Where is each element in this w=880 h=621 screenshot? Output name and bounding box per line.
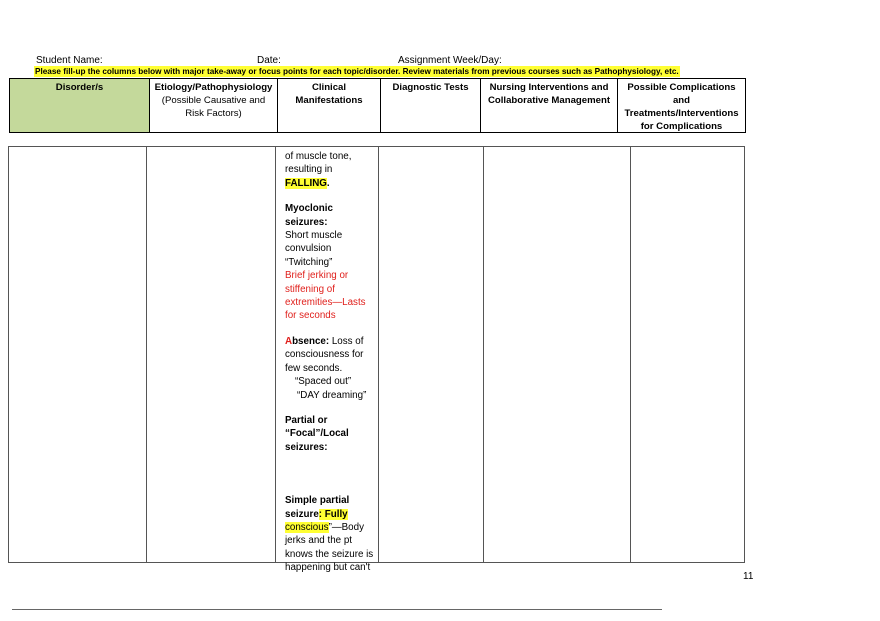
col-header-clinical <box>277 78 381 133</box>
text-line: happening but can't <box>285 562 371 574</box>
col-title: Clinical Manifestations <box>295 82 363 106</box>
column-divider <box>146 147 147 562</box>
column-divider <box>275 147 276 562</box>
absence-heading: bsence: <box>292 335 330 347</box>
col-title: Nursing Interventions and Collaborative Management <box>487 82 611 106</box>
content-table <box>8 146 745 574</box>
myoclonic-heading: Myoclonic seizures: <box>285 203 333 228</box>
col-title: Diagnostic Tests <box>392 82 469 93</box>
partial-heading: seizures: <box>285 441 328 453</box>
clinical-manifestations-cell <box>285 150 377 575</box>
text-line: ”—Body <box>328 521 364 533</box>
column-divider <box>630 147 631 562</box>
falling-period: . <box>326 177 330 189</box>
column-divider <box>483 147 484 562</box>
text-line: Short muscle <box>285 230 343 242</box>
date-label: Date: <box>257 55 281 66</box>
text-line: few seconds. <box>285 362 343 374</box>
red-text-line: for seconds <box>285 310 336 322</box>
text-line: “Twitching” <box>285 256 333 268</box>
absence-initial: A <box>285 335 293 347</box>
instructions-banner: Please fill-up the columns below with major take-away or focus points for each topic/disorder. Review materials from previous courses such as Pathophysiology, etc. <box>35 67 679 76</box>
fully-text: : Fully <box>318 508 348 520</box>
col-title: Etiology/Pathophysiology <box>154 82 273 93</box>
col-subtitle: (Possible Causative and Risk Factors) <box>161 95 266 119</box>
text-line: convulsion <box>285 243 332 255</box>
text-line: resulting in <box>285 164 333 176</box>
col-title: Possible Complications and Treatments/Interventions for Complications <box>624 82 739 132</box>
text-line: jerks and the pt <box>285 535 352 547</box>
text-line: knows the seizure is <box>285 548 374 560</box>
text-line: Loss of <box>329 335 364 347</box>
falling-text: FALLING <box>285 177 327 189</box>
red-text-line: stiffening of <box>285 283 335 295</box>
red-text-line: Brief jerking or <box>285 270 349 282</box>
text-line: of muscle tone, <box>285 151 352 162</box>
conscious-text: conscious <box>285 521 329 533</box>
col-title: Disorder/s <box>55 82 104 93</box>
col-header-complications <box>617 78 746 133</box>
col-header-disorders <box>9 78 150 133</box>
simple-partial-heading: seizure <box>285 508 319 520</box>
col-header-nursing <box>480 78 618 133</box>
col-header-diagnostic <box>380 78 481 133</box>
col-header-etiology <box>149 78 278 133</box>
student-name-label: Student Name: <box>36 55 103 66</box>
text-line: “Spaced out” <box>295 376 352 388</box>
assignment-label: Assignment Week/Day: <box>398 55 502 66</box>
text-line: consciousness for <box>285 349 364 361</box>
simple-partial-heading: Simple partial <box>285 495 350 507</box>
column-divider <box>378 147 379 562</box>
partial-heading: Partial or <box>285 414 328 426</box>
partial-heading: “Focal”/Local <box>285 428 349 440</box>
page-number: 11 <box>743 571 754 582</box>
footer-divider <box>12 609 662 610</box>
text-line: “DAY dreaming” <box>297 389 367 401</box>
red-text-line: extremities—Lasts <box>285 297 366 309</box>
